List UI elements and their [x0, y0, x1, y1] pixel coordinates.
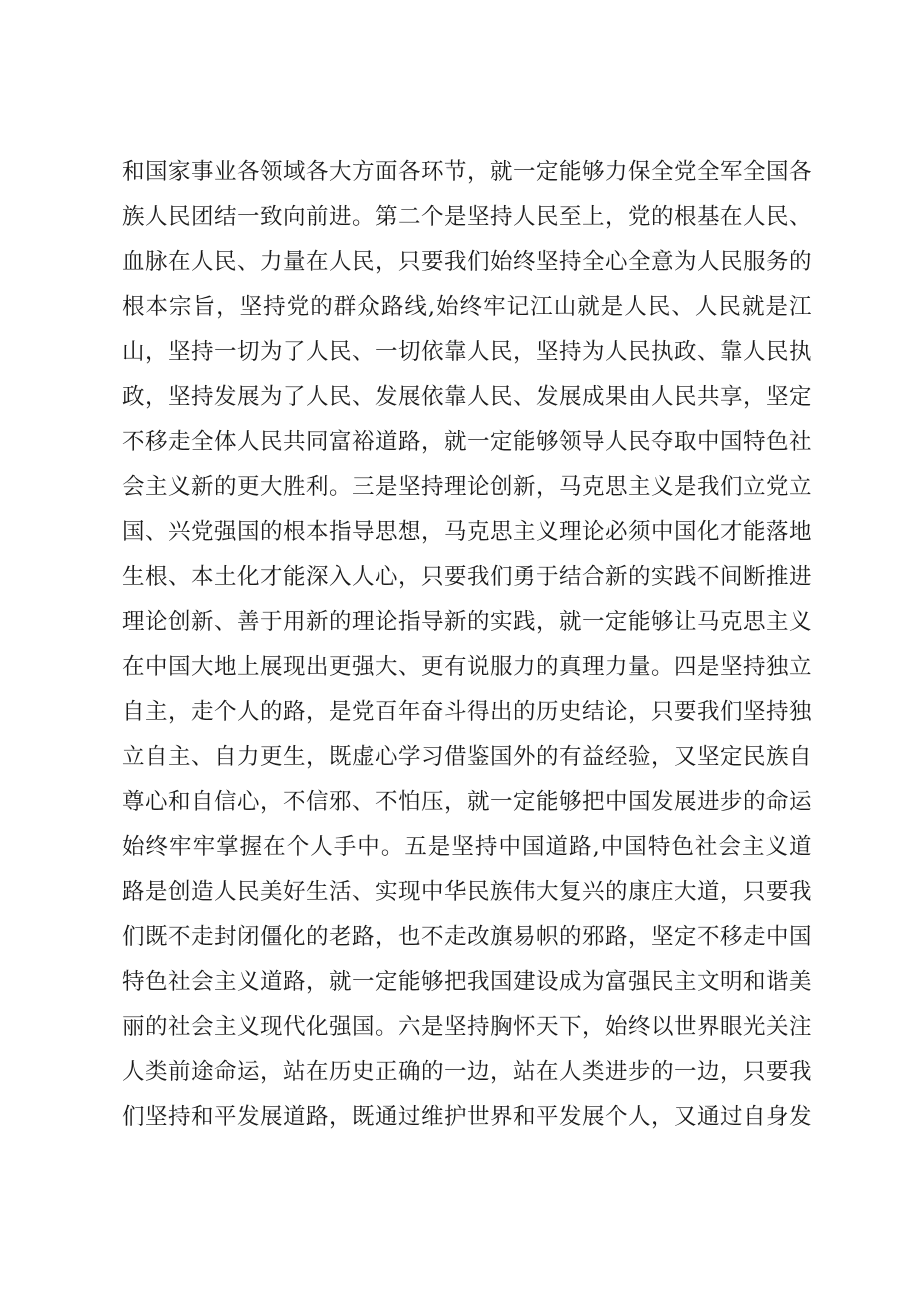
- paragraph-line-15: 尊心和自信心，不信邪、不怕压，就一定能够把中国发展进步的命运: [122, 789, 813, 815]
- paragraph-line-19: 特色社会主义道路，就一定能够把我国建设成为富强民主文明和谐美: [122, 969, 813, 995]
- paragraph-line-2: 族人民团结一致向前进。第二个是坚持人民至上，党的根基在人民、: [122, 204, 813, 230]
- paragraph-line-10: 生根、本土化才能深入人心，只要我们勇于结合新的实践不间断推进: [122, 564, 813, 590]
- paragraph-line-14: 立自主、自力更生，既虚心学习借鉴国外的有益经验，又坚定民族自: [122, 744, 813, 770]
- paragraph-line-20: 丽的社会主义现代化强国。六是坚持胸怀天下，始终以世界眼光关注: [122, 1014, 813, 1040]
- paragraph-line-8: 会主义新的更大胜利。三是坚持理论创新，马克思主义是我们立党立: [122, 474, 813, 500]
- paragraph-line-3: 血脉在人民、力量在人民，只要我们始终坚持全心全意为人民服务的: [122, 249, 813, 275]
- paragraph-line-1: 和国家事业各领域各大方面各环节，就一定能够力保全党全军全国各: [122, 159, 813, 185]
- paragraph-line-4: 根本宗旨，坚持党的群众路线,始终牢记江山就是人民、人民就是江: [122, 294, 812, 320]
- paragraph-line-16: 始终牢牢掌握在个人手中。五是坚持中国道路,中国特色社会主义道: [122, 834, 812, 860]
- paragraph-line-21: 人类前途命运，站在历史正确的一边，站在人类进步的一边，只要我: [122, 1059, 813, 1085]
- paragraph-line-9: 国、兴党强国的根本指导思想，马克思主义理论必须中国化才能落地: [122, 519, 813, 545]
- paragraph-line-12: 在中国大地上展现出更强大、更有说服力的真理力量。四是坚持独立: [122, 654, 813, 680]
- paragraph-line-11: 理论创新、善于用新的理论指导新的实践，就一定能够让马克思主义: [122, 609, 813, 635]
- paragraph-line-6: 政，坚持发展为了人民、发展依靠人民、发展成果由人民共享，坚定: [122, 384, 813, 410]
- paragraph-line-5: 山，坚持一切为了人民、一切依靠人民，坚持为人民执政、靠人民执: [122, 339, 813, 365]
- body-paragraph: [122, 150, 812, 1140]
- paragraph-line-17: 路是创造人民美好生活、实现中华民族伟大复兴的康庄大道，只要我: [122, 879, 813, 905]
- paragraph-line-22: 们坚持和平发展道路，既通过维护世界和平发展个人，又通过自身发: [122, 1104, 813, 1130]
- paragraph-line-13: 自主，走个人的路，是党百年奋斗得出的历史结论，只要我们坚持独: [122, 699, 813, 725]
- paragraph-line-18: 们既不走封闭僵化的老路，也不走改旗易帜的邪路，坚定不移走中国: [122, 924, 813, 950]
- paragraph-line-7: 不移走全体人民共同富裕道路，就一定能够领导人民夺取中国特色社: [122, 429, 813, 455]
